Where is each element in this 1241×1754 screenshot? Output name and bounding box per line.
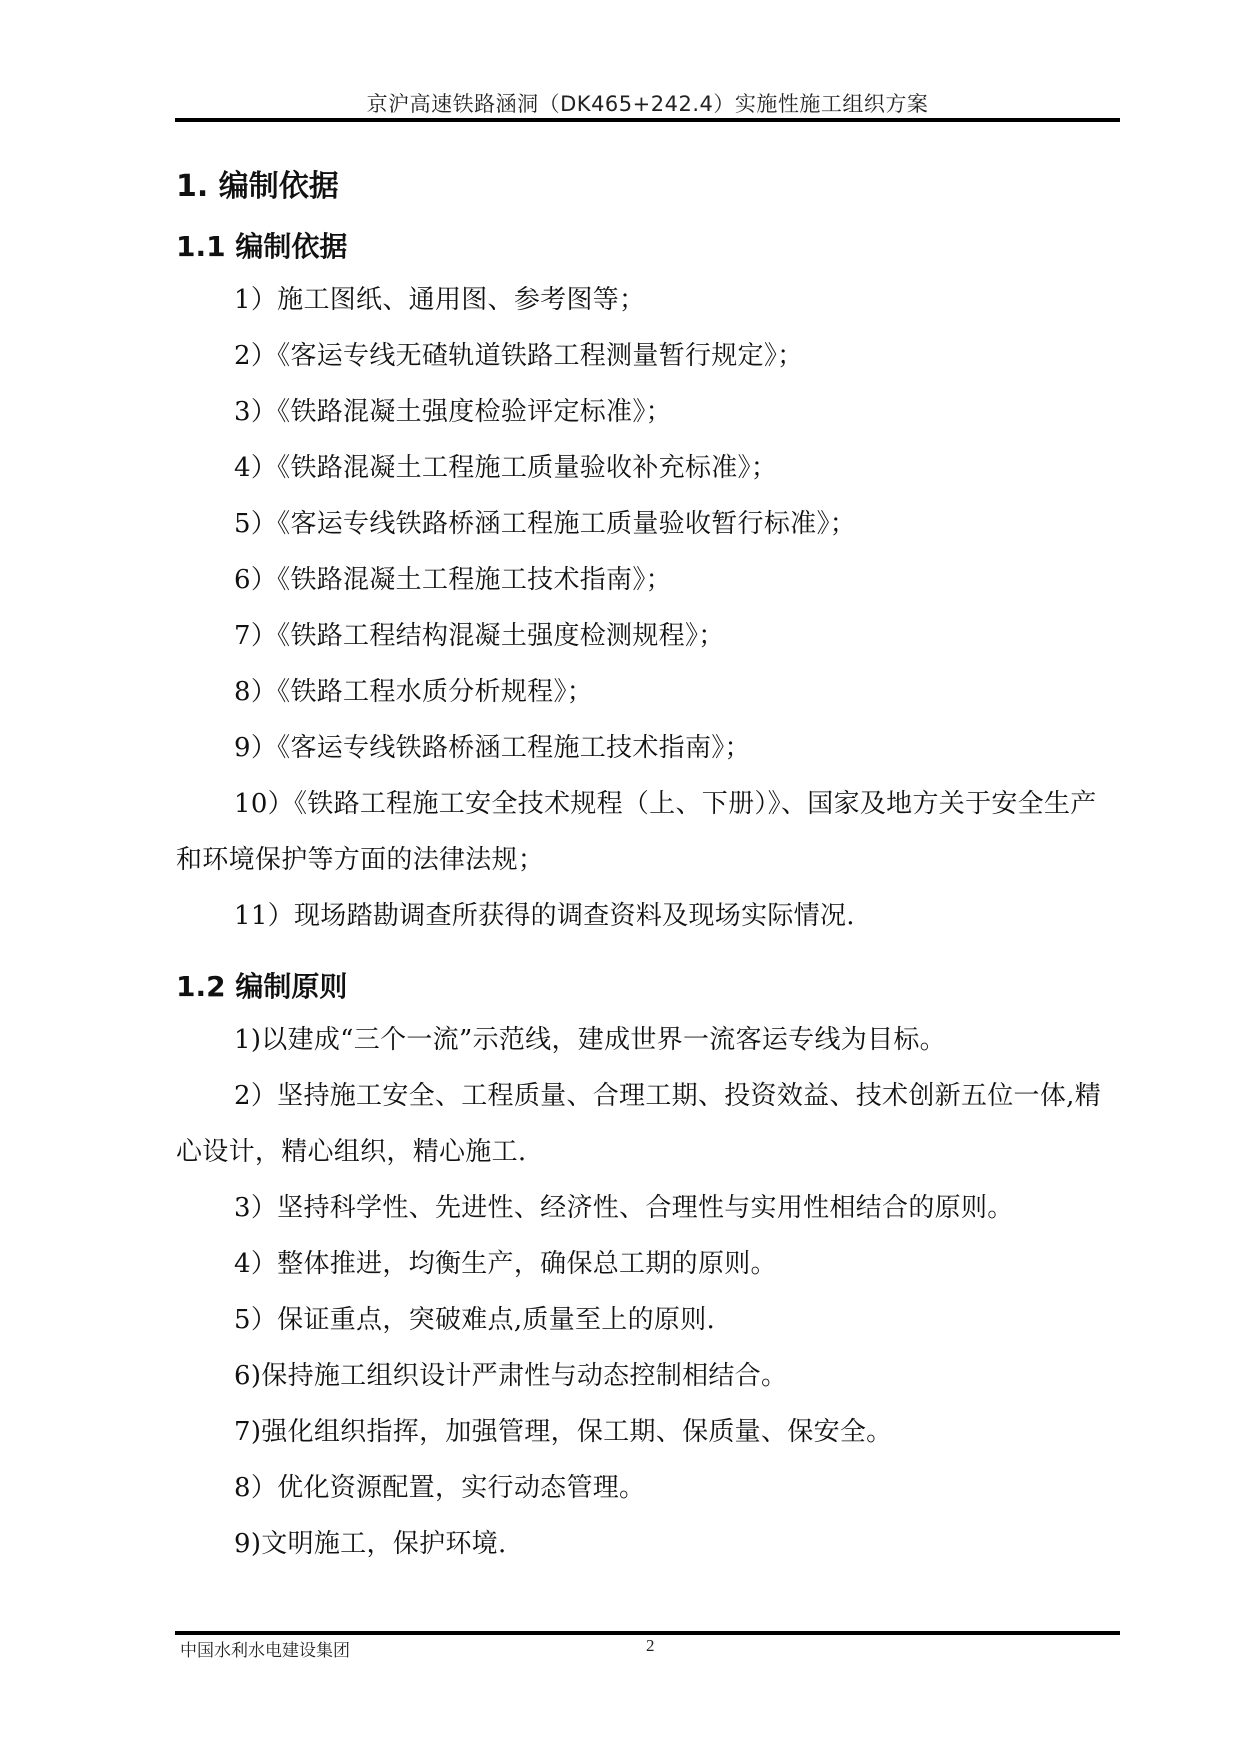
basis-item: 6）《铁路混凝土工程施工技术指南》； bbox=[234, 565, 672, 595]
basis-item: 3）《铁路混凝土强度检验评定标准》； bbox=[234, 397, 672, 427]
footer-rule bbox=[175, 1631, 1120, 1635]
basis-item: 7）《铁路工程结构混凝土强度检测规程》； bbox=[234, 621, 725, 651]
principles-list bbox=[176, 1012, 1121, 1572]
basis-item: 11）现场踏勘调查所获得的调查资料及现场实际情况. bbox=[234, 901, 855, 931]
basis-item: 9）《客运专线铁路桥涵工程施工技术指南》； bbox=[234, 733, 751, 763]
page-header-title: 京沪高速铁路涵洞（DK465+242.4）实施性施工组织方案 bbox=[366, 92, 929, 116]
principle-item: 7)强化组织指挥，加强管理，保工期、保质量、保安全。 bbox=[234, 1417, 893, 1447]
principle-item: 2）坚持施工安全、工程质量、合理工期、投资效益、技术创新五位一体,精心设计，精心组织，精心施工. bbox=[176, 1081, 1102, 1167]
basis-item: 2）《客运专线无碴轨道铁路工程测量暂行规定》； bbox=[234, 341, 804, 371]
principle-item: 1)以建成“三个一流”示范线，建成世界一流客运专线为目标。 bbox=[234, 1025, 946, 1055]
basis-item: 5）《客运专线铁路桥涵工程施工质量验收暂行标准》； bbox=[234, 509, 857, 539]
basis-item: 8）《铁路工程水质分析规程》； bbox=[234, 677, 594, 707]
basis-list bbox=[176, 272, 1121, 944]
basis-item: 10）《铁路工程施工安全技术规程（上、下册）》、国家及地方关于安全生产和环境保护等方面的法律法规； bbox=[176, 789, 1097, 875]
principle-item: 3）坚持科学性、先进性、经济性、合理性与实用性相结合的原则。 bbox=[234, 1193, 1014, 1223]
section-1-1-heading: 1.1 编制依据 bbox=[176, 230, 348, 263]
principle-item: 4）整体推进，均衡生产，确保总工期的原则。 bbox=[234, 1249, 777, 1279]
principle-item: 6)保持施工组织设计严肃性与动态控制相结合。 bbox=[234, 1361, 788, 1391]
basis-item: 1）施工图纸、通用图、参考图等； bbox=[234, 285, 646, 315]
principle-item: 9)文明施工，保护环境. bbox=[234, 1529, 507, 1559]
section-1-2-heading: 1.2 编制原则 bbox=[176, 970, 348, 1003]
principle-item: 5）保证重点，突破难点,质量至上的原则. bbox=[234, 1305, 716, 1335]
page-number: 2 bbox=[646, 1636, 655, 1655]
footer-organization: 中国水利水电建设集团 bbox=[180, 1641, 350, 1661]
section-1-heading: 1. 编制依据 bbox=[176, 169, 339, 204]
basis-item: 4）《铁路混凝土工程施工质量验收补充标准》； bbox=[234, 453, 778, 483]
principle-item: 8）优化资源配置，实行动态管理。 bbox=[234, 1473, 646, 1503]
header-rule bbox=[175, 118, 1120, 122]
